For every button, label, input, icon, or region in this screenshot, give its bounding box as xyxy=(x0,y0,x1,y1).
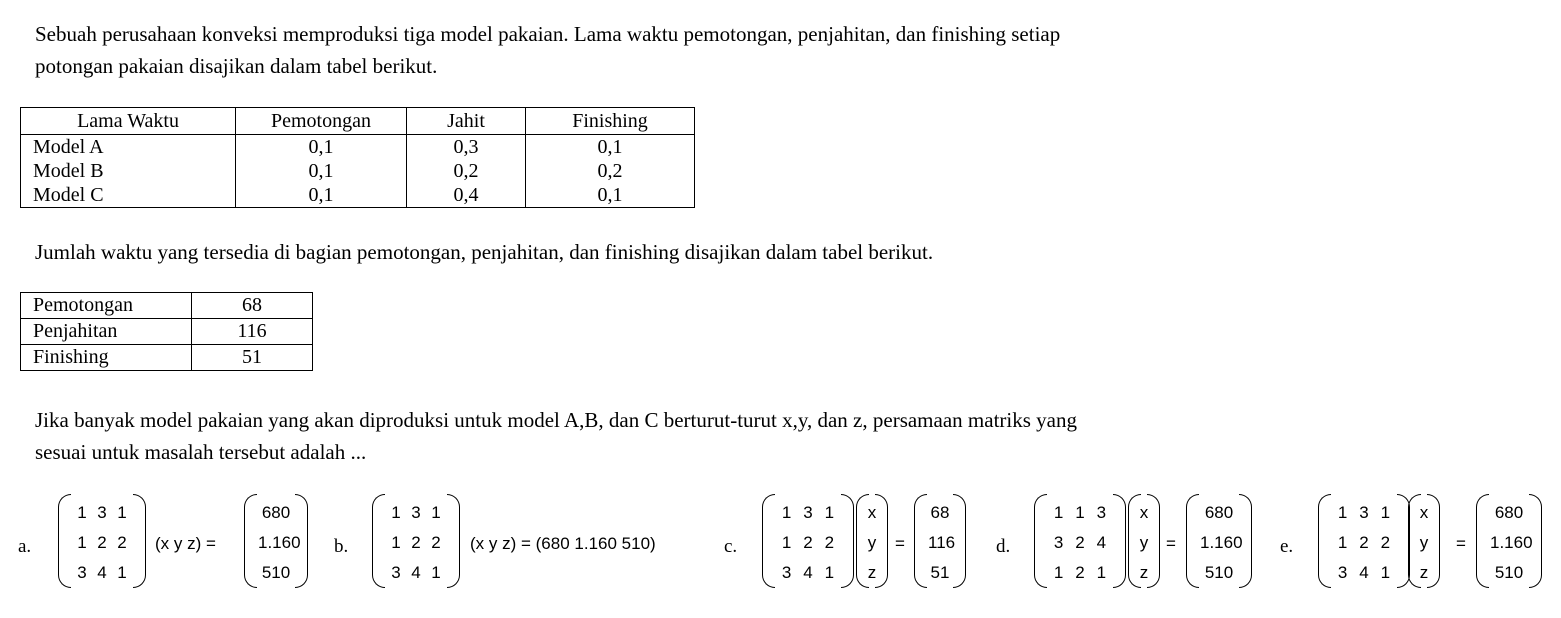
variable-vector: x y z xyxy=(1128,492,1160,592)
row-vector-text: (x y z) = (680 1.160 510) xyxy=(470,534,656,553)
table-cell: 68 xyxy=(192,293,313,319)
table-cell: 0,1 xyxy=(526,183,695,208)
answer-options xyxy=(0,492,1561,602)
option-letter: a. xyxy=(18,536,32,557)
coefficient-matrix: 1 3 1 1 2 2 3 4 1 xyxy=(1318,492,1410,592)
available-time-table xyxy=(20,292,313,371)
table-row xyxy=(21,135,695,160)
option-letter: e. xyxy=(1280,536,1294,557)
table-row xyxy=(21,293,313,319)
coefficient-matrix: 1 3 1 1 2 2 3 4 1 xyxy=(762,492,854,592)
equals-sign: = xyxy=(895,534,905,553)
row-vector-text: (x y z) = xyxy=(155,534,216,553)
equals-sign: = xyxy=(1456,534,1466,553)
table-cell: Pemotongan xyxy=(21,293,192,319)
option-letter: d. xyxy=(996,536,1011,557)
result-vector: 680 1.160 510 xyxy=(1476,492,1542,592)
variable-vector: x y z xyxy=(1408,492,1440,592)
table-cell: 0,3 xyxy=(407,135,526,160)
table-row xyxy=(21,319,313,345)
table-header-row xyxy=(21,108,695,135)
result-vector: 680 1.160 510 xyxy=(1186,492,1252,592)
variable-vector: x y z xyxy=(856,492,888,592)
table-cell: 0,1 xyxy=(236,159,407,183)
coefficient-matrix: 1 1 3 3 2 4 1 2 1 xyxy=(1034,492,1126,592)
table-cell: 116 xyxy=(192,319,313,345)
option-letter: b. xyxy=(334,536,349,557)
equals-sign: = xyxy=(1166,534,1176,553)
question-text: Jika banyak model pakaian yang akan diproduksi untuk model A,B, dan C berturut-turut x,y, dan z, persamaan matriks yang sesuai untuk masalah tersebut adalah ... xyxy=(35,408,1077,464)
table-cell: 0,4 xyxy=(407,183,526,208)
table-row xyxy=(21,159,695,183)
table-cell: Finishing xyxy=(21,345,192,371)
intro-text: Sebuah perusahaan konveksi memproduksi tiga model pakaian. Lama waktu pemotongan, penjahitan, dan finishing setiap potongan pakaian disajikan dalam tabel berikut. xyxy=(35,22,1061,78)
table-cell: 51 xyxy=(192,345,313,371)
table-cell: Model C xyxy=(21,183,236,208)
table-cell: 0,1 xyxy=(236,183,407,208)
time-per-model-table xyxy=(20,107,695,208)
table-row xyxy=(21,345,313,371)
table-header: Finishing xyxy=(526,108,695,135)
result-vector: 68 116 51 xyxy=(914,492,966,592)
table-cell: 0,2 xyxy=(407,159,526,183)
table-cell: Penjahitan xyxy=(21,319,192,345)
table-cell: 0,2 xyxy=(526,159,695,183)
table-cell: 0,1 xyxy=(236,135,407,160)
table-cell: Model B xyxy=(21,159,236,183)
result-vector: 680 1.160 510 xyxy=(244,492,308,592)
coefficient-matrix: 1 3 1 1 2 2 3 4 1 xyxy=(58,492,146,592)
table-row xyxy=(21,183,695,208)
table-cell: 0,1 xyxy=(526,135,695,160)
option-letter: c. xyxy=(724,536,738,557)
table-header: Jahit xyxy=(407,108,526,135)
table-header: Lama Waktu xyxy=(21,108,236,135)
table-cell: Model A xyxy=(21,135,236,160)
middle-text: Jumlah waktu yang tersedia di bagian pemotongan, penjahitan, dan finishing disajikan dalam tabel berikut. xyxy=(35,240,934,264)
coefficient-matrix: 1 3 1 1 2 2 3 4 1 xyxy=(372,492,460,592)
table-header: Pemotongan xyxy=(236,108,407,135)
